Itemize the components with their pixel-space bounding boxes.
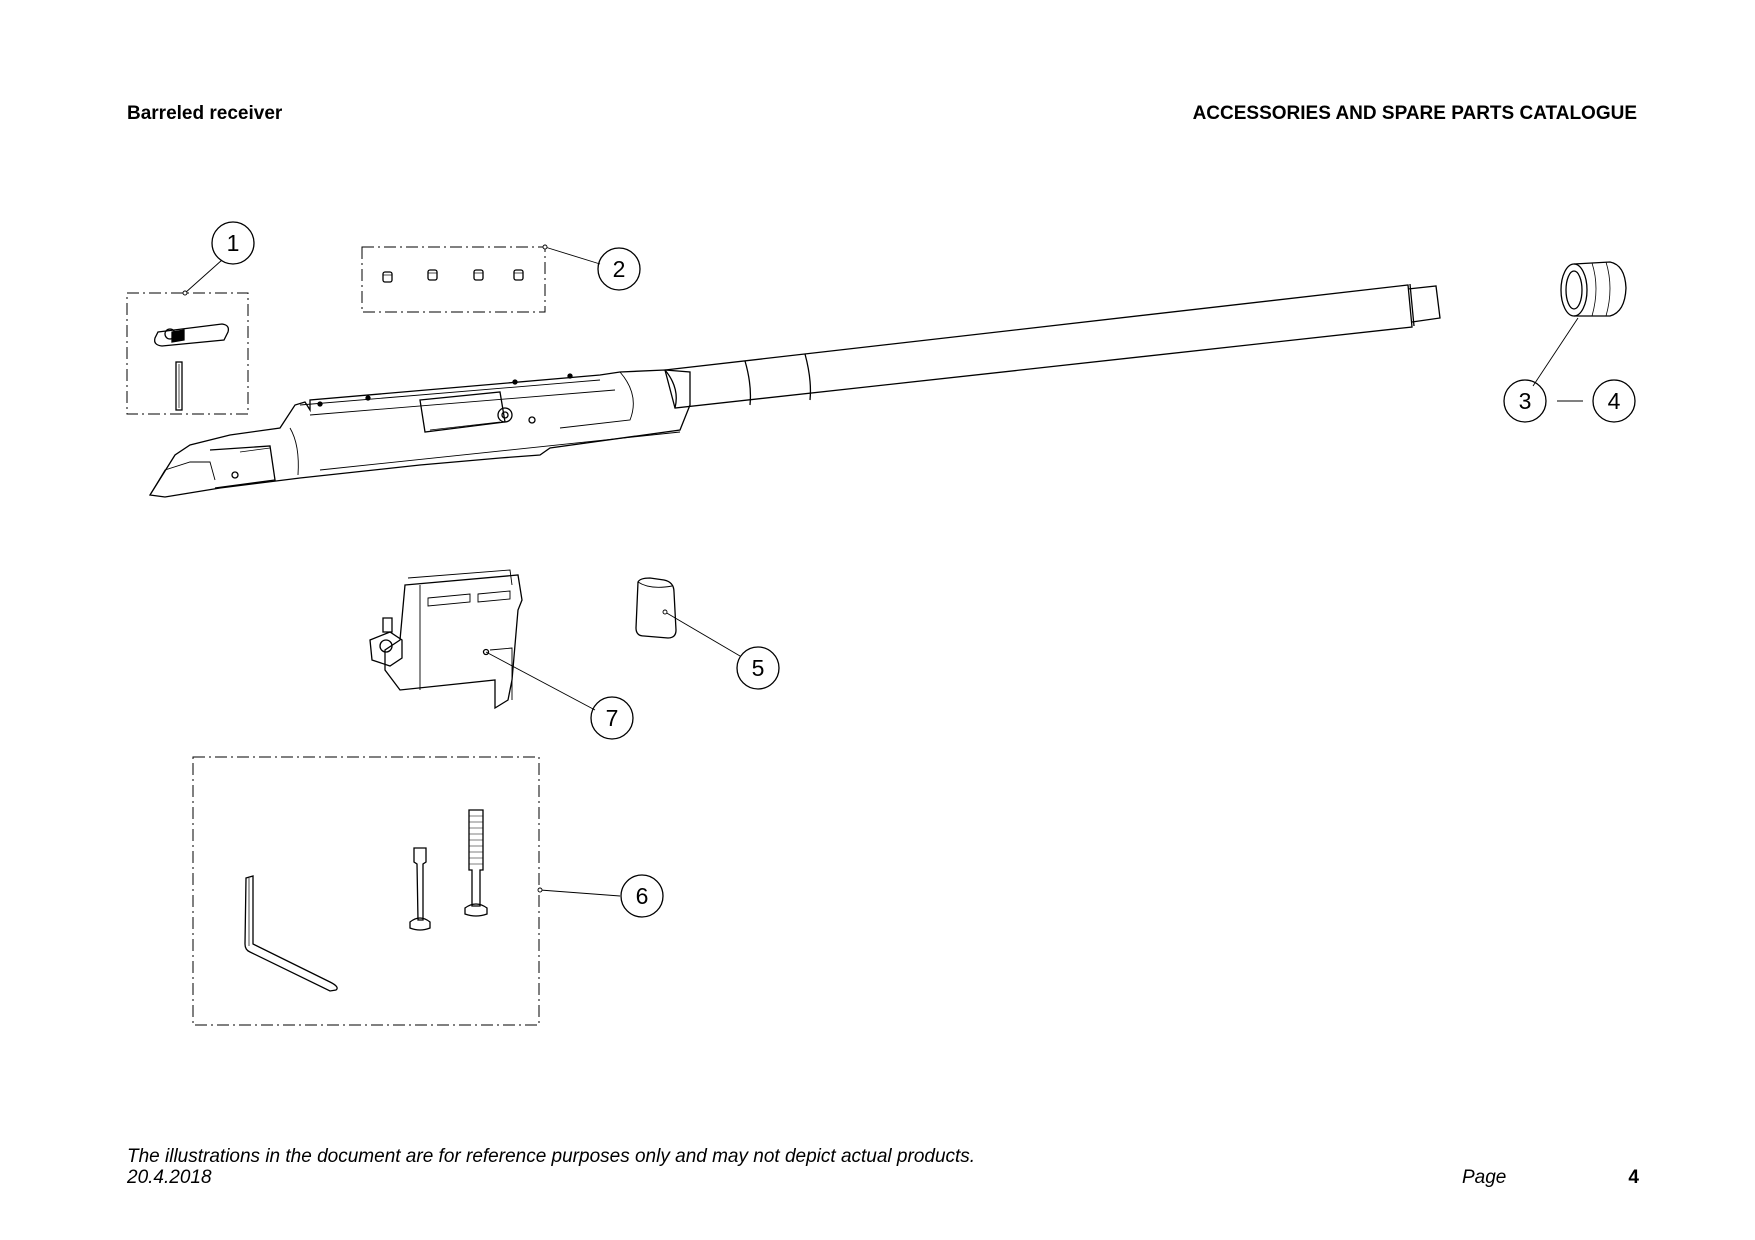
disclaimer-text: The illustrations in the document are for reference purposes only and may not depict actual products.	[127, 1146, 976, 1167]
part-7-magazine	[370, 570, 522, 708]
callout-number-7: 7	[605, 705, 619, 731]
part-6-hex-key	[245, 876, 337, 991]
catalogue-title: ACCESSORIES AND SPARE PARTS CATALOGUE	[1192, 103, 1637, 124]
part-1-bolt-stop	[155, 324, 229, 346]
part-6-long-screw	[465, 810, 487, 916]
callout-number-5: 5	[751, 655, 765, 681]
part-6-group-box	[193, 757, 539, 1025]
leader-line-2	[545, 247, 600, 264]
leader-line-7	[486, 652, 595, 710]
leader-line-6	[540, 890, 620, 896]
leader-line-5	[665, 612, 740, 656]
part-1-group-box	[127, 293, 248, 414]
part-3-4-thread-protector	[1561, 262, 1626, 316]
callout-number-2: 2	[612, 256, 626, 282]
part-6-short-screw	[410, 848, 430, 930]
section-title: Barreled receiver	[127, 103, 283, 124]
part-2-set-screws	[383, 270, 523, 282]
part-1-pin	[176, 362, 182, 410]
callout-number-3: 3	[1518, 388, 1532, 414]
barreled-receiver	[150, 284, 1440, 497]
page-label: Page	[1462, 1167, 1507, 1188]
callout-number-6: 6	[635, 883, 649, 909]
document-date: 20.4.2018	[127, 1167, 212, 1188]
callout-number-1: 1	[226, 230, 240, 256]
leader-line-3	[1533, 318, 1578, 386]
callout-number-4: 4	[1607, 388, 1621, 414]
part-5-pad	[636, 578, 676, 638]
leader-line-1	[185, 260, 222, 293]
page-number: 4	[1628, 1167, 1639, 1188]
